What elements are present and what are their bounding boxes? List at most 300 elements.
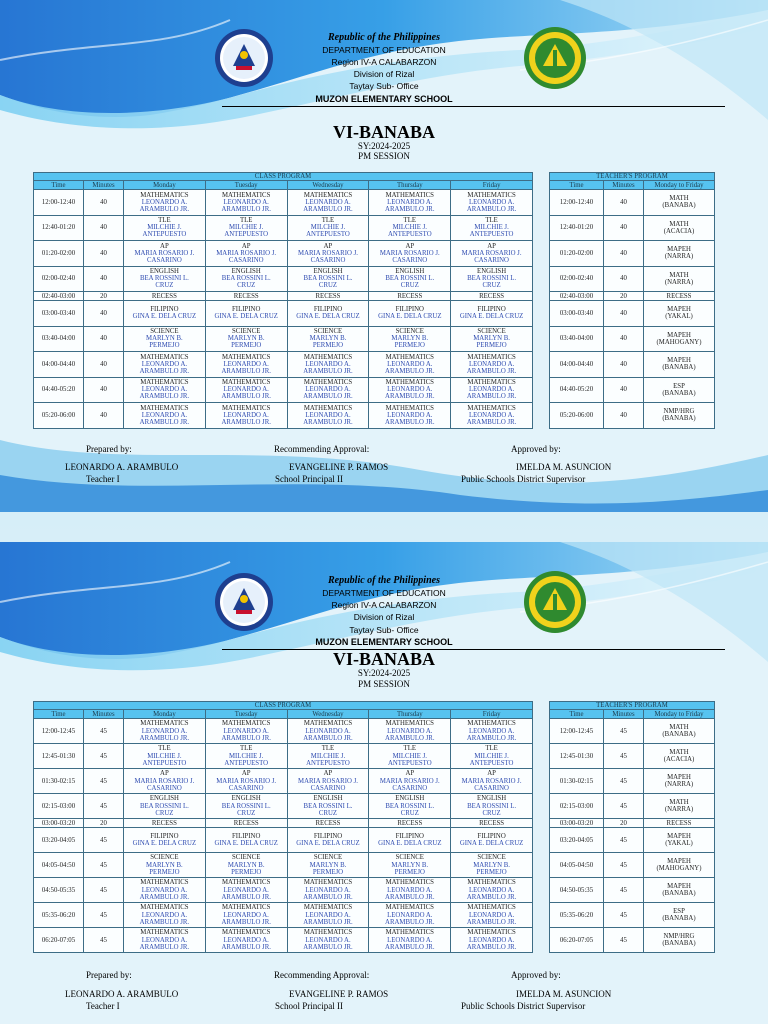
table-row bbox=[34, 352, 533, 378]
assignment-cell bbox=[644, 719, 715, 744]
subject-cell bbox=[451, 377, 533, 403]
minutes-cell: 40 bbox=[84, 352, 124, 378]
time-cell: 12:40-01:20 bbox=[34, 215, 84, 241]
teacher-name: ARAMBULO JR. bbox=[139, 943, 190, 951]
subject-cell bbox=[369, 719, 451, 744]
subject-cell bbox=[451, 769, 533, 794]
department-line: DEPARTMENT OF EDUCATION bbox=[322, 588, 446, 598]
table-row bbox=[550, 241, 715, 267]
subject-name: ENGLISH bbox=[231, 795, 261, 803]
time-cell: 03:00-03:20 bbox=[34, 819, 84, 828]
table-row bbox=[550, 190, 715, 216]
minutes-cell: 40 bbox=[84, 326, 124, 352]
teacher-name: LEONARDO A. bbox=[305, 411, 351, 419]
teacher-name: ARAMBULO JR. bbox=[221, 734, 271, 742]
subject-name: MATHEMATICS bbox=[140, 191, 189, 199]
assignment-cell bbox=[644, 326, 715, 352]
subject-cell bbox=[451, 903, 533, 928]
time-cell: 04:40-05:20 bbox=[34, 377, 84, 403]
subject-name: SCIENCE bbox=[232, 854, 261, 862]
subject-cell bbox=[369, 769, 451, 794]
subject-name: MATHEMATICS bbox=[385, 379, 434, 387]
time-cell: 02:15-03:00 bbox=[550, 794, 604, 819]
subject-name: FILIPINO bbox=[232, 306, 261, 314]
subject-name: RECESS bbox=[233, 292, 259, 300]
teacher-name: MARIA ROSARIO J. bbox=[461, 249, 522, 257]
teacher-name: BEA ROSSINI L. bbox=[385, 275, 435, 283]
subject-name: RECESS bbox=[397, 292, 423, 300]
teacher-name: ARAMBULO JR. bbox=[221, 893, 271, 901]
subject-name: FILIPINO bbox=[477, 833, 506, 840]
subject-cell bbox=[287, 769, 369, 794]
subject-cell bbox=[124, 794, 206, 819]
subject-name: SCIENCE bbox=[313, 328, 343, 336]
subject-name: ENGLISH bbox=[477, 268, 507, 276]
subject-cell bbox=[205, 819, 287, 828]
region-line: Region IV-A CALABARZON bbox=[331, 600, 437, 610]
teacher-name: ANTEPUESTO bbox=[224, 759, 269, 767]
subject-cell bbox=[451, 352, 533, 378]
subject-cell bbox=[205, 352, 287, 378]
table-row bbox=[550, 769, 715, 794]
assignment-line: (NARRA) bbox=[664, 253, 694, 261]
class-program-title: CLASS PROGRAM bbox=[34, 173, 533, 181]
teacher-name: CASARINO bbox=[392, 256, 428, 264]
assignment-cell bbox=[644, 241, 715, 267]
subject-cell bbox=[369, 241, 451, 267]
subject-name: AP bbox=[487, 770, 496, 778]
teacher-name: MILCHIE J. bbox=[392, 752, 427, 760]
teacher-name: MARIA ROSARIO J. bbox=[298, 777, 358, 785]
minutes-cell: 40 bbox=[84, 266, 124, 292]
time-cell: 12:00-12:40 bbox=[550, 190, 604, 216]
teacher-name: ARAMBULO JR. bbox=[139, 205, 190, 213]
time-cell: 12:45-01:30 bbox=[34, 744, 84, 769]
teacher-name: ARAMBULO JR. bbox=[466, 893, 517, 901]
teacher-name: ARAMBULO JR. bbox=[466, 418, 517, 426]
teacher-name: GINA E. DELA CRUZ bbox=[296, 840, 360, 848]
column-header: Friday bbox=[451, 710, 533, 719]
time-cell: 03:20-04:05 bbox=[550, 828, 604, 853]
subject-cell bbox=[451, 190, 533, 216]
subject-name: AP bbox=[241, 242, 251, 250]
minutes-cell: 40 bbox=[604, 190, 644, 216]
subject-name: MATHEMATICS bbox=[222, 191, 271, 199]
table-row bbox=[34, 719, 533, 744]
teacher-name: LEONARDO A. bbox=[141, 360, 188, 368]
assignment-line: (BANABA) bbox=[662, 890, 696, 898]
assignment-line: (BANABA) bbox=[662, 364, 696, 372]
time-cell: 06:20-07:05 bbox=[550, 928, 604, 953]
school-year: SY:2024-2025 bbox=[357, 668, 411, 678]
teacher-name: MARIA ROSARIO J. bbox=[134, 777, 195, 785]
subject-cell bbox=[287, 301, 369, 327]
minutes-cell: 40 bbox=[84, 215, 124, 241]
teacher-name: LEONARDO A. bbox=[141, 936, 188, 944]
table-row bbox=[550, 266, 715, 292]
table-row bbox=[550, 853, 715, 878]
teacher-name: CASARINO bbox=[228, 784, 264, 792]
time-cell: 12:00-12:40 bbox=[34, 190, 84, 216]
time-cell: 01:20-02:00 bbox=[550, 241, 604, 267]
teacher-name: ARAMBULO JR. bbox=[221, 367, 271, 375]
subject-cell bbox=[287, 266, 369, 292]
teacher-name: LEONARDO A. bbox=[387, 727, 433, 735]
teacher-name: PERMEJO bbox=[149, 342, 180, 350]
subject-name: TLE bbox=[239, 217, 253, 225]
subject-cell bbox=[287, 377, 369, 403]
subject-name: RECESS bbox=[151, 819, 177, 827]
subject-name: AP bbox=[160, 770, 169, 778]
time-cell: 12:40-01:20 bbox=[550, 215, 604, 241]
republic-line: Republic of the Philippines bbox=[328, 575, 440, 586]
schedule-page-2 bbox=[0, 542, 768, 1024]
teacher-name: MARLYN B. bbox=[391, 861, 429, 869]
assignment-line: MATH bbox=[669, 799, 689, 806]
teacher-name: CRUZ bbox=[482, 282, 501, 290]
assignment-cell bbox=[644, 853, 715, 878]
subject-name: MATHEMATICS bbox=[222, 879, 271, 887]
teacher-name: MARIA ROSARIO J. bbox=[134, 249, 195, 257]
subject-cell bbox=[287, 292, 369, 301]
time-cell: 02:40-03:00 bbox=[550, 292, 604, 301]
teacher-name: ARAMBULO JR. bbox=[385, 943, 435, 951]
subject-name: FILIPINO bbox=[150, 833, 179, 840]
teacher-name: LEONARDO A. bbox=[387, 386, 433, 394]
assignment-cell bbox=[644, 769, 715, 794]
time-cell: 03:00-03:40 bbox=[550, 301, 604, 327]
teacher-name: LEONARDO A. bbox=[223, 936, 269, 944]
approved-name: IMELDA M. ASUNCION bbox=[516, 989, 612, 999]
teacher-name: CASARINO bbox=[147, 784, 182, 792]
teacher-name: CRUZ bbox=[155, 282, 174, 290]
subject-cell bbox=[124, 744, 206, 769]
subject-name: MATHEMATICS bbox=[222, 353, 271, 361]
subject-name: AP bbox=[405, 242, 415, 250]
subject-cell bbox=[287, 190, 369, 216]
subject-name: MATHEMATICS bbox=[385, 720, 434, 728]
assignment-line: MAPEH bbox=[667, 357, 691, 365]
subject-cell bbox=[369, 190, 451, 216]
assignment-cell bbox=[644, 928, 715, 953]
teacher-name: CASARINO bbox=[228, 256, 264, 264]
teacher-name: PERMEJO bbox=[312, 342, 344, 350]
assignment-line: MAPEH bbox=[667, 331, 691, 339]
teacher-name: ARAMBULO JR. bbox=[139, 734, 190, 742]
teacher-name: ARAMBULO JR. bbox=[466, 205, 517, 213]
assignment-cell bbox=[644, 352, 715, 378]
subject-name: RECESS bbox=[151, 292, 177, 300]
time-cell: 12:00-12:45 bbox=[34, 719, 84, 744]
subject-cell bbox=[287, 928, 369, 953]
minutes-cell: 45 bbox=[604, 719, 644, 744]
teacher-name: ANTEPUESTO bbox=[142, 759, 187, 767]
subject-cell bbox=[124, 266, 206, 292]
recommending-title: School Principal II bbox=[275, 474, 343, 484]
assignment-line: (BANABA) bbox=[662, 415, 696, 423]
assignment-cell bbox=[644, 878, 715, 903]
table-row bbox=[550, 878, 715, 903]
minutes-cell: 45 bbox=[84, 853, 124, 878]
teacher-name: LEONARDO A. bbox=[223, 198, 269, 206]
subject-name: ENGLISH bbox=[395, 268, 425, 276]
minutes-cell: 45 bbox=[604, 828, 644, 853]
subject-cell bbox=[205, 190, 287, 216]
subject-name: RECESS bbox=[315, 292, 341, 300]
teacher-name: LEONARDO A. bbox=[305, 198, 351, 206]
teacher-name: GINA E. DELA CRUZ bbox=[378, 313, 442, 321]
subject-name: MATHEMATICS bbox=[385, 929, 434, 937]
table-row bbox=[34, 794, 533, 819]
assignment-line: (MAHOGANY) bbox=[656, 865, 702, 873]
teacher-name: PERMEJO bbox=[231, 342, 262, 350]
teacher-name: GINA E. DELA CRUZ bbox=[378, 840, 442, 848]
table-row bbox=[34, 190, 533, 216]
subject-cell bbox=[205, 744, 287, 769]
subject-cell bbox=[205, 301, 287, 327]
time-cell: 02:15-03:00 bbox=[34, 794, 84, 819]
teacher-name: BEA ROSSINI L. bbox=[385, 802, 435, 810]
teacher-name: LEONARDO A. bbox=[387, 360, 433, 368]
school-name: MUZON ELEMENTARY SCHOOL bbox=[315, 637, 453, 647]
subject-name: ENGLISH bbox=[149, 268, 179, 276]
subject-name: ENGLISH bbox=[477, 795, 507, 803]
teacher-name: ANTEPUESTO bbox=[306, 759, 350, 767]
teacher-name: PERMEJO bbox=[231, 868, 262, 876]
subject-name: MATHEMATICS bbox=[303, 929, 353, 937]
assignment-line: (ACACIA) bbox=[663, 227, 695, 235]
subject-name: FILIPINO bbox=[313, 833, 343, 840]
subject-cell bbox=[369, 794, 451, 819]
time-cell: 03:20-04:05 bbox=[34, 828, 84, 853]
column-header: Minutes bbox=[604, 181, 644, 190]
table-row bbox=[34, 928, 533, 953]
teacher-name: MARLYN B. bbox=[146, 861, 183, 869]
subject-name: MATHEMATICS bbox=[222, 379, 271, 387]
subject-name: MATHEMATICS bbox=[467, 353, 516, 361]
teacher-name: BEA ROSSINI L. bbox=[221, 275, 271, 283]
subject-cell bbox=[124, 853, 206, 878]
assignment-cell bbox=[644, 266, 715, 292]
subject-cell bbox=[205, 928, 287, 953]
time-cell: 04:50-05:35 bbox=[550, 878, 604, 903]
teacher-name: LEONARDO A. bbox=[141, 886, 188, 894]
time-cell: 04:40-05:20 bbox=[550, 377, 604, 403]
teacher-name: CRUZ bbox=[482, 809, 501, 817]
teacher-name: ARAMBULO JR. bbox=[385, 734, 435, 742]
subject-name: MATHEMATICS bbox=[303, 904, 353, 912]
session-label: PM SESSION bbox=[358, 679, 410, 689]
teacher-name: ARAMBULO JR. bbox=[139, 393, 190, 401]
teacher-program-title: TEACHER'S PROGRAM bbox=[550, 702, 715, 710]
table-row bbox=[34, 769, 533, 794]
assignment-line: RECESS bbox=[666, 292, 692, 300]
subject-name: SCIENCE bbox=[313, 854, 343, 862]
subject-name: MATHEMATICS bbox=[140, 879, 189, 887]
teacher-name: ARAMBULO JR. bbox=[385, 918, 435, 926]
subject-name: AP bbox=[405, 770, 415, 778]
column-header: Minutes bbox=[84, 710, 124, 719]
teacher-name: MILCHIE J. bbox=[310, 752, 346, 760]
subject-cell bbox=[124, 190, 206, 216]
assignment-line: MAPEH bbox=[667, 833, 691, 840]
teacher-name: LEONARDO A. bbox=[223, 411, 269, 419]
subject-cell bbox=[205, 903, 287, 928]
subject-cell bbox=[451, 215, 533, 241]
recommending-name: EVANGELINE P. RAMOS bbox=[289, 989, 389, 999]
assignment-line: (MAHOGANY) bbox=[656, 338, 702, 346]
teacher-name: LEONARDO A. bbox=[468, 198, 515, 206]
recommending-label: Recommending Approval: bbox=[274, 444, 370, 454]
teacher-name: ARAMBULO JR. bbox=[139, 893, 190, 901]
subject-name: MATHEMATICS bbox=[385, 879, 434, 887]
subject-cell bbox=[451, 853, 533, 878]
assignment-line: MATH bbox=[669, 195, 689, 203]
subject-cell bbox=[287, 819, 369, 828]
subject-name: TLE bbox=[321, 217, 335, 225]
subject-cell bbox=[205, 241, 287, 267]
subject-name: FILIPINO bbox=[395, 306, 424, 314]
subject-name: MATHEMATICS bbox=[385, 191, 434, 199]
subject-cell bbox=[287, 215, 369, 241]
subject-name: SCIENCE bbox=[395, 328, 424, 336]
minutes-cell: 20 bbox=[604, 819, 644, 828]
time-cell: 02:40-03:00 bbox=[34, 292, 84, 301]
teacher-name: ANTEPUESTO bbox=[387, 759, 432, 767]
teacher-name: MARIA ROSARIO J. bbox=[216, 249, 277, 257]
table-row bbox=[550, 828, 715, 853]
teacher-name: BEA ROSSINI L. bbox=[467, 802, 517, 810]
teacher-name: CASARINO bbox=[147, 256, 182, 264]
table-row bbox=[34, 853, 533, 878]
teacher-name: MARLYN B. bbox=[391, 335, 429, 343]
minutes-cell: 40 bbox=[84, 403, 124, 429]
subject-name: MATHEMATICS bbox=[467, 879, 516, 887]
subject-cell bbox=[124, 377, 206, 403]
minutes-cell: 45 bbox=[604, 744, 644, 769]
assignment-line: MAPEH bbox=[667, 858, 691, 865]
assignment-cell bbox=[644, 190, 715, 216]
assignment-cell bbox=[644, 215, 715, 241]
subject-cell bbox=[451, 266, 533, 292]
teacher-name: CRUZ bbox=[318, 809, 338, 817]
teacher-name: LEONARDO A. bbox=[468, 727, 515, 735]
header-rule bbox=[222, 106, 725, 107]
subject-cell bbox=[205, 215, 287, 241]
teacher-name: MARIA ROSARIO J. bbox=[379, 777, 440, 785]
teacher-name: GINA E. DELA CRUZ bbox=[296, 313, 360, 321]
subject-cell bbox=[451, 326, 533, 352]
teacher-name: LEONARDO A. bbox=[468, 911, 515, 919]
assignment-cell bbox=[644, 828, 715, 853]
teacher-name: LEONARDO A. bbox=[305, 936, 351, 944]
teacher-name: ARAMBULO JR. bbox=[385, 393, 435, 401]
table-row bbox=[550, 928, 715, 953]
subject-name: MATHEMATICS bbox=[467, 929, 516, 937]
teacher-name: ANTEPUESTO bbox=[387, 231, 432, 239]
subject-cell bbox=[451, 744, 533, 769]
minutes-cell: 40 bbox=[604, 301, 644, 327]
subject-cell bbox=[369, 744, 451, 769]
time-cell: 02:00-02:40 bbox=[34, 266, 84, 292]
teacher-name: ARAMBULO JR. bbox=[303, 893, 353, 901]
assignment-line: MAPEH bbox=[667, 883, 691, 890]
teacher-name: ARAMBULO JR. bbox=[466, 918, 517, 926]
teacher-name: LEONARDO A. bbox=[141, 727, 188, 735]
assignment-line: ESP bbox=[673, 382, 685, 390]
subject-cell bbox=[287, 903, 369, 928]
teacher-name: LEONARDO A. bbox=[305, 886, 351, 894]
subject-name: AP bbox=[241, 770, 251, 778]
time-cell: 05:20-06:00 bbox=[550, 403, 604, 429]
subject-cell bbox=[124, 292, 206, 301]
teacher-name: GINA E. DELA CRUZ bbox=[459, 313, 524, 321]
column-header: Monday bbox=[124, 181, 206, 190]
teacher-program-table bbox=[549, 172, 715, 429]
minutes-cell: 45 bbox=[84, 794, 124, 819]
teacher-name: ARAMBULO JR. bbox=[221, 418, 271, 426]
assignment-cell bbox=[644, 403, 715, 429]
teacher-name: ARAMBULO JR. bbox=[385, 418, 435, 426]
subject-cell bbox=[124, 403, 206, 429]
subject-cell bbox=[451, 719, 533, 744]
subject-name: MATHEMATICS bbox=[140, 379, 189, 387]
table-row bbox=[34, 326, 533, 352]
time-cell: 03:40-04:00 bbox=[34, 326, 84, 352]
minutes-cell: 45 bbox=[604, 794, 644, 819]
table-row bbox=[34, 292, 533, 301]
teacher-name: ANTEPUESTO bbox=[469, 231, 514, 239]
subject-name: FILIPINO bbox=[395, 833, 424, 840]
teacher-name: ANTEPUESTO bbox=[306, 231, 350, 239]
teacher-name: PERMEJO bbox=[149, 868, 180, 876]
assignment-line: (NARRA) bbox=[664, 278, 694, 286]
subject-name: TLE bbox=[485, 745, 498, 753]
subject-name: ENGLISH bbox=[149, 795, 179, 803]
minutes-cell: 40 bbox=[604, 241, 644, 267]
subject-cell bbox=[451, 403, 533, 429]
subject-name: SCIENCE bbox=[395, 854, 424, 862]
subject-name: AP bbox=[160, 242, 169, 250]
teacher-name: LEONARDO A. bbox=[141, 911, 188, 919]
teacher-name: CASARINO bbox=[392, 784, 428, 792]
time-cell: 02:00-02:40 bbox=[550, 266, 604, 292]
subject-cell bbox=[287, 744, 369, 769]
teacher-name: ARAMBULO JR. bbox=[466, 734, 517, 742]
teacher-name: MILCHIE J. bbox=[392, 224, 427, 232]
subject-name: FILIPINO bbox=[477, 306, 506, 314]
teacher-name: CRUZ bbox=[155, 809, 174, 817]
subject-cell bbox=[369, 377, 451, 403]
table-row bbox=[34, 403, 533, 429]
minutes-cell: 45 bbox=[604, 878, 644, 903]
subject-cell bbox=[369, 828, 451, 853]
subject-name: AP bbox=[323, 770, 333, 778]
teacher-name: CRUZ bbox=[400, 282, 419, 290]
teacher-name: CRUZ bbox=[237, 282, 256, 290]
assignment-line: (BANABA) bbox=[662, 940, 696, 948]
teacher-name: PERMEJO bbox=[312, 868, 344, 876]
assignment-line: NMP/HRG bbox=[663, 933, 695, 940]
column-header: Thursday bbox=[369, 710, 451, 719]
subject-name: MATHEMATICS bbox=[467, 404, 516, 412]
subject-name: AP bbox=[323, 242, 333, 250]
column-header: Monday bbox=[124, 710, 206, 719]
teacher-name: LEONARDO A. bbox=[223, 727, 269, 735]
teacher-name: LEONARDO A. bbox=[387, 911, 433, 919]
teacher-name: ARAMBULO JR. bbox=[303, 393, 353, 401]
subject-cell bbox=[205, 326, 287, 352]
